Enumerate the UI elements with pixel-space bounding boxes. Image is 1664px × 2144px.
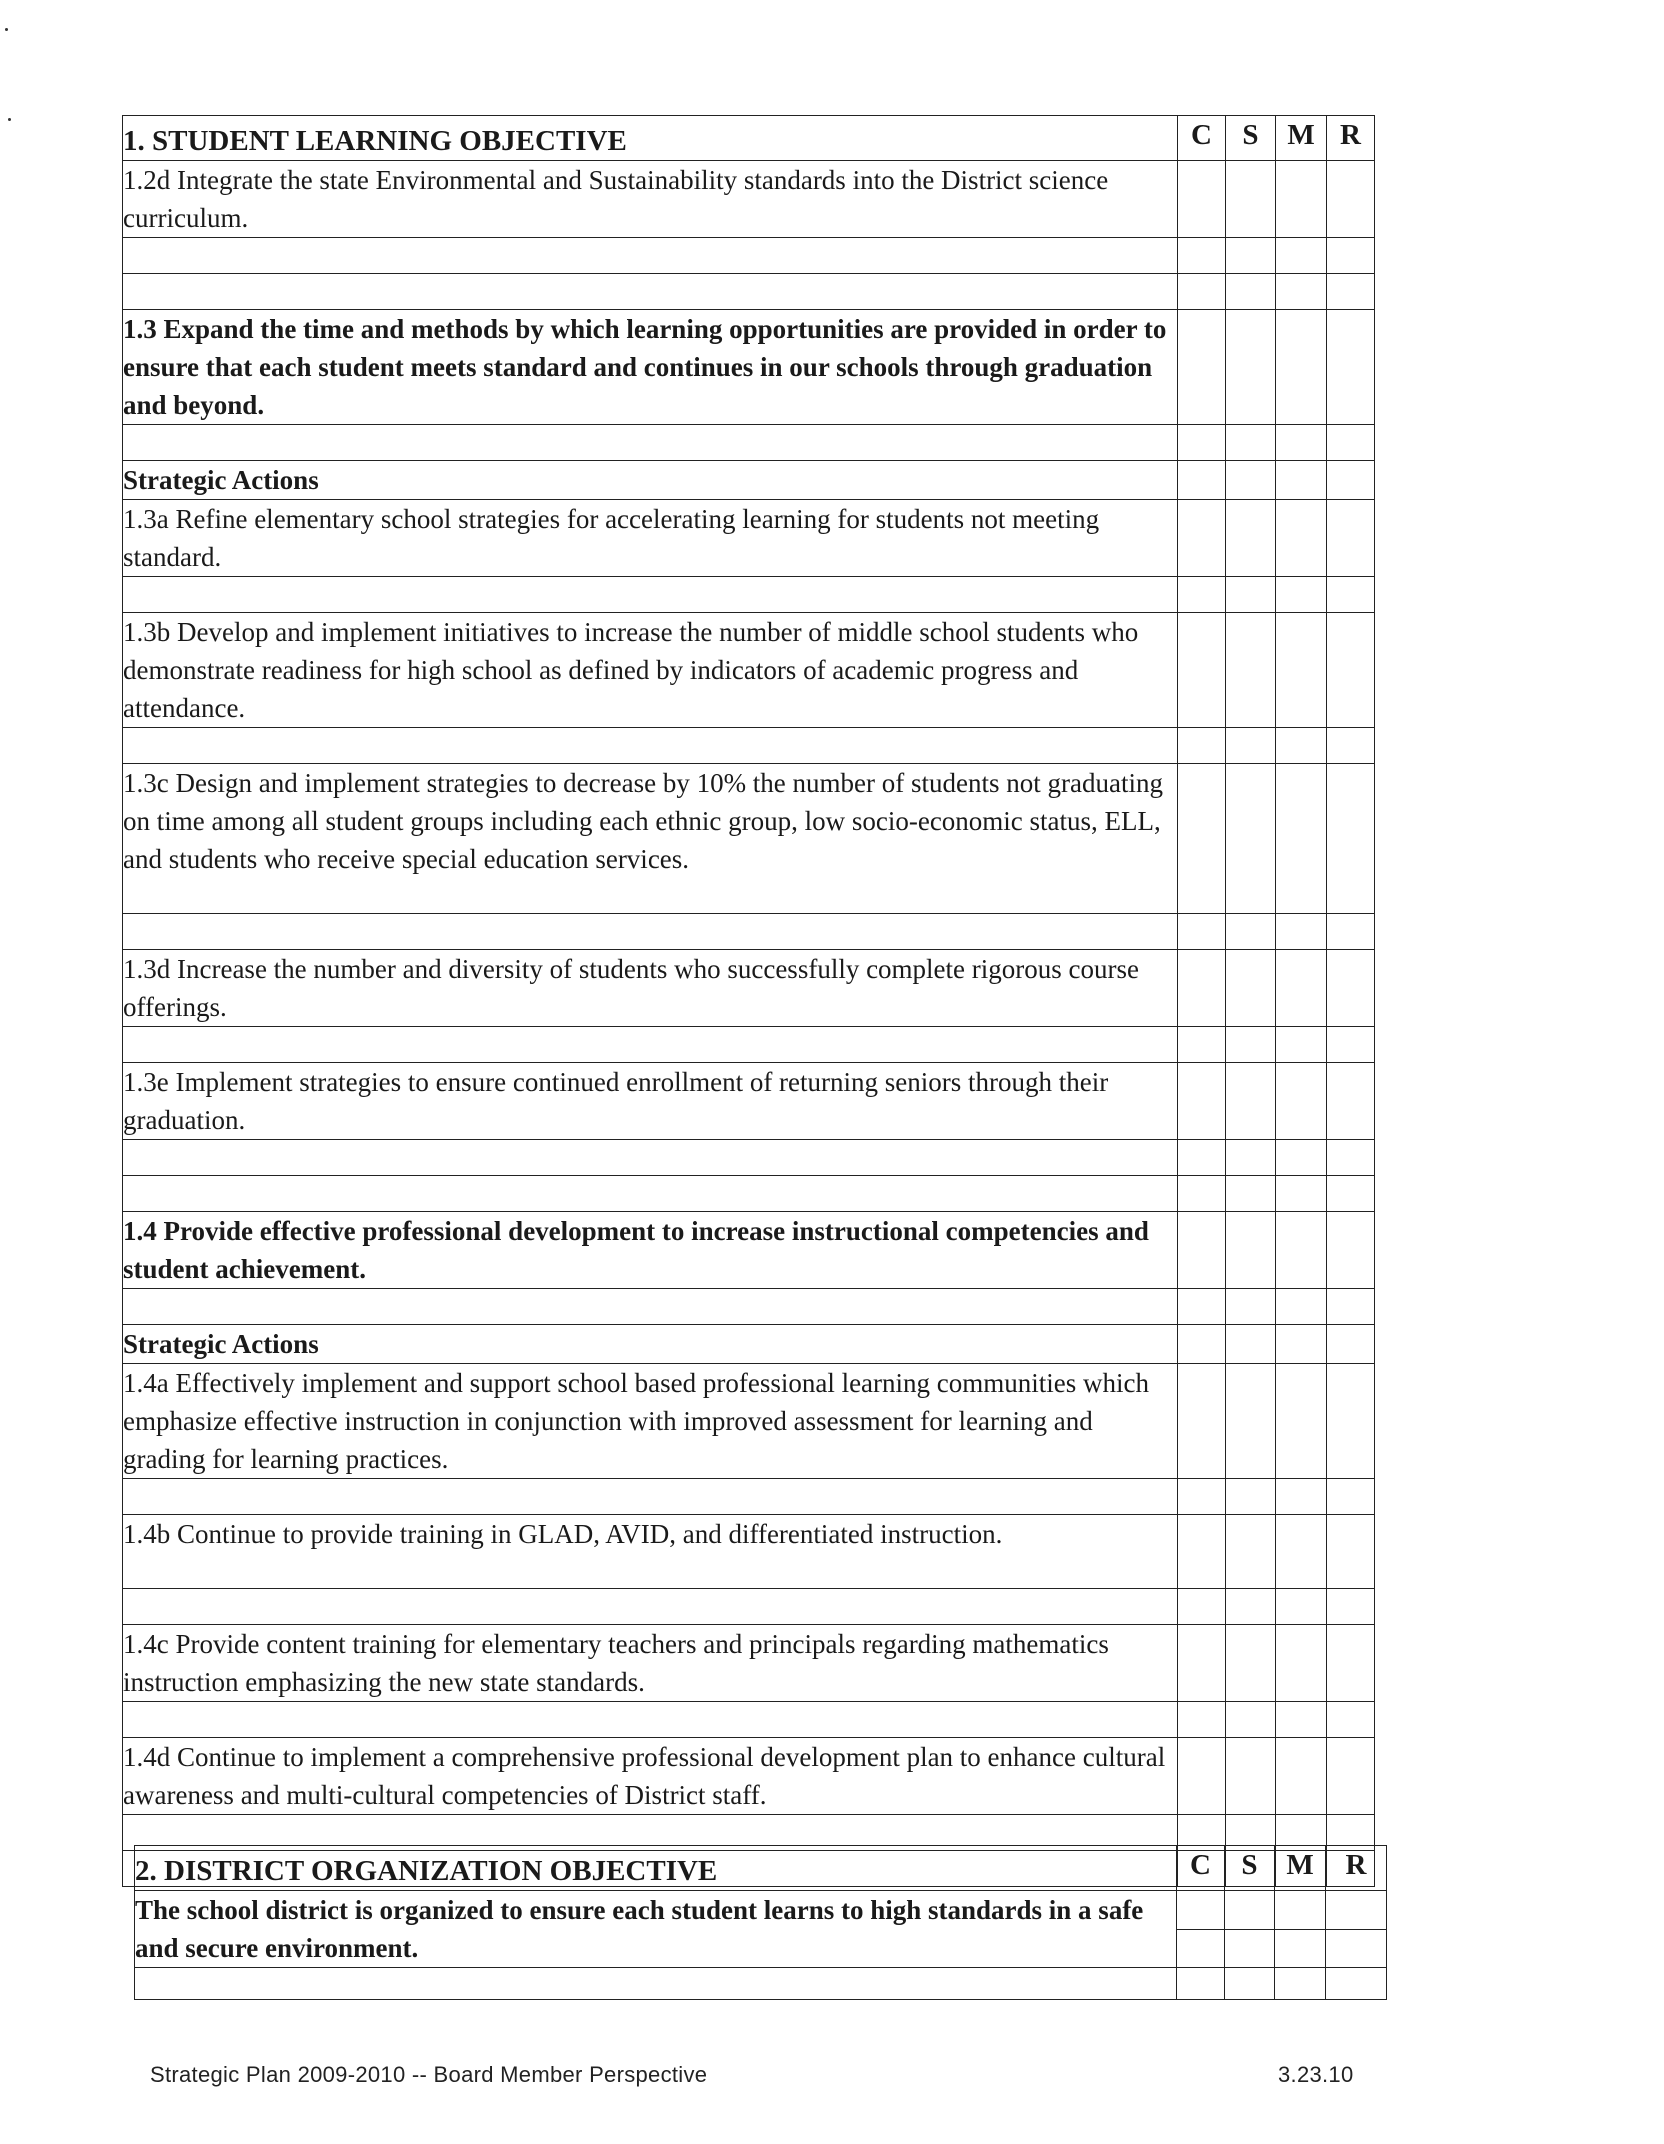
- blank-row: [123, 1479, 1375, 1515]
- blank-row: [123, 577, 1375, 613]
- blank-row: [123, 238, 1375, 274]
- column-header-m: M: [1275, 1846, 1326, 1891]
- item-1-4: 1.4 Provide effective professional development to increase instructional competencies and student achievement.: [123, 1212, 1178, 1289]
- table-row: [123, 1738, 1375, 1815]
- column-header-c: C: [1177, 1846, 1225, 1891]
- table-row: [123, 764, 1375, 914]
- item-1-3a: 1.3a Refine elementary school strategies for accelerating learning for students not meeting standard.: [123, 500, 1178, 577]
- table-row: [123, 1325, 1375, 1364]
- column-header-m: M: [1276, 116, 1327, 161]
- item-1-3c: 1.3c Design and implement strategies to decrease by 10% the number of students not graduating on time among all student groups including each ethnic group, low socio-economic status, ELL, and students who receive special education services.: [123, 764, 1178, 914]
- table-row: [135, 1891, 1387, 1930]
- blank-row: [123, 1176, 1375, 1212]
- table-row: [123, 613, 1375, 728]
- item-1-4c: 1.4c Provide content training for elementary teachers and principals regarding mathematics instruction emphasizing the new state standards.: [123, 1625, 1178, 1702]
- blank-row: [123, 274, 1375, 310]
- strategic-actions-heading: Strategic Actions: [123, 461, 1178, 500]
- table-row: [123, 310, 1375, 425]
- item-1-3e: 1.3e Implement strategies to ensure continued enrollment of returning seniors through their graduation.: [123, 1063, 1178, 1140]
- table-row: [123, 1212, 1375, 1289]
- table-header-row: [123, 116, 1375, 161]
- strategic-actions-heading: Strategic Actions: [123, 1325, 1178, 1364]
- footer-date: 3.23.10: [1278, 2062, 1354, 2087]
- blank-row: [123, 1140, 1375, 1176]
- blank-row: [123, 914, 1375, 950]
- blank-row: [123, 1702, 1375, 1738]
- student-learning-objective-table: [122, 115, 1375, 1887]
- table-row: [123, 161, 1375, 238]
- column-header-c: C: [1178, 116, 1226, 161]
- column-header-s: S: [1225, 1846, 1275, 1891]
- footer-document-title: Strategic Plan 2009-2010 -- Board Member Perspective: [150, 2062, 708, 2087]
- blank-row: [123, 1027, 1375, 1063]
- item-1-3d: 1.3d Increase the number and diversity of students who successfully complete rigorous course offerings.: [123, 950, 1178, 1027]
- table-header-row: [135, 1846, 1387, 1891]
- section-2-statement: The school district is organized to ensure each student learns to high standards in a safe and secure environment.: [135, 1891, 1177, 1968]
- item-1-2d: 1.2d Integrate the state Environmental and Sustainability standards into the District science curriculum.: [123, 161, 1178, 238]
- item-1-4d: 1.4d Continue to implement a comprehensive professional development plan to enhance cultural awareness and multi-cultural competencies of District staff.: [123, 1738, 1178, 1815]
- column-header-s: S: [1226, 116, 1276, 161]
- item-1-3: 1.3 Expand the time and methods by which learning opportunities are provided in order to ensure that each student meets standard and continues in our schools through graduation and beyond.: [123, 310, 1178, 425]
- item-1-3b: 1.3b Develop and implement initiatives to increase the number of middle school students who demonstrate readiness for high school as defined by indicators of academic progress and attendance.: [123, 613, 1178, 728]
- table-row: [123, 1063, 1375, 1140]
- table-row: [123, 1515, 1375, 1589]
- table-row: [123, 950, 1375, 1027]
- blank-row: [135, 1968, 1387, 2000]
- table-row: [123, 1364, 1375, 1479]
- section-1-title: 1. STUDENT LEARNING OBJECTIVE: [123, 116, 1178, 161]
- column-header-r: R: [1326, 1846, 1387, 1891]
- scan-speck: [8, 118, 11, 121]
- table-row: [123, 1625, 1375, 1702]
- table-row: [123, 461, 1375, 500]
- blank-row: [123, 1289, 1375, 1325]
- item-1-4a: 1.4a Effectively implement and support school based professional learning communities which emphasize effective instruction in conjunction with improved assessment for learning and grading for learning practices.: [123, 1364, 1178, 1479]
- blank-row: [123, 1589, 1375, 1625]
- column-header-r: R: [1327, 116, 1375, 161]
- section-2-title: 2. DISTRICT ORGANIZATION OBJECTIVE: [135, 1846, 1177, 1891]
- district-organization-objective-table: [134, 1845, 1387, 2000]
- blank-row: [123, 728, 1375, 764]
- scan-speck: [5, 28, 8, 31]
- table-row: [123, 500, 1375, 577]
- blank-row: [123, 425, 1375, 461]
- item-1-4b: 1.4b Continue to provide training in GLAD, AVID, and differentiated instruction.: [123, 1515, 1178, 1589]
